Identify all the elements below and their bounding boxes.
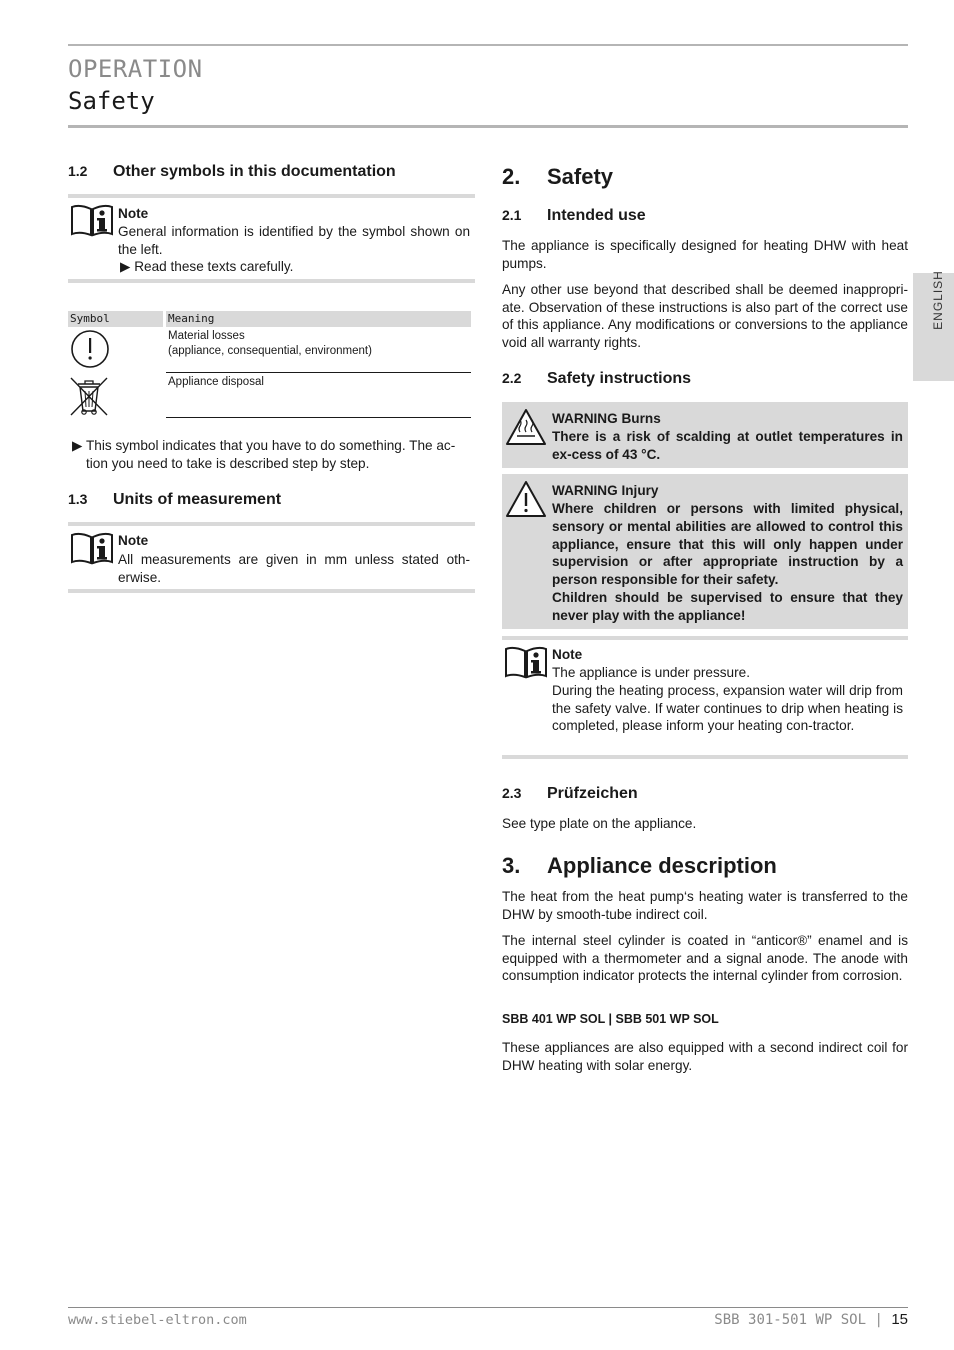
header-bottom-rule: [68, 125, 908, 128]
warning-text: Children should be supervised to ensure that they never play with the appliance!: [552, 590, 903, 623]
header-top-rule: [68, 44, 908, 46]
note-text: The appliance is under pressure.: [552, 665, 750, 680]
note-text: All measurements are given in mm unless stated oth-erwise.: [118, 552, 470, 585]
crossed-out-bin-icon: [68, 375, 110, 422]
heading-number: 1.2: [68, 163, 88, 179]
note-text: General information is identified by the symbol shown on the left.: [118, 224, 470, 257]
footer-model-page: [714, 1311, 908, 1328]
heading-2-2: [502, 370, 691, 388]
heading-text: Other symbols in this documentation: [113, 163, 396, 180]
note-bottom-bar: [502, 755, 908, 759]
exclamation-circle-icon: [70, 328, 110, 373]
table-row: [168, 375, 468, 390]
action-line: tion you need to take is described step by step.: [86, 455, 370, 471]
language-tab: [913, 270, 954, 381]
heading-text: Prüfzeichen: [547, 785, 638, 802]
table-row: [168, 329, 468, 358]
warning-title: WARNING Burns: [552, 411, 661, 426]
page-number: 15: [891, 1311, 908, 1328]
table-header-meaning: Meaning: [166, 311, 471, 327]
heading-3: [502, 853, 777, 879]
table-cell-meaning: Material losses: [168, 330, 245, 342]
paragraph: The heat from the heat pump‘s heating water is transferred to the DHW by smooth-tube indirect coil.: [502, 889, 908, 922]
paragraph: The internal steel cylinder is coated in “anticor®” enamel and is equipped with a thermometer and a signal anode. The anode with consumption indicator protects the internal cylinder from corrosion.: [502, 933, 908, 984]
table-header-symbol: Symbol: [68, 311, 163, 327]
info-note-icon: [504, 646, 548, 685]
warning-text: There is a risk of scalding at outlet temperatures in ex-cess of 43 °C.: [552, 429, 903, 462]
heading-number: 2.3: [502, 785, 522, 801]
note-title: Note: [118, 206, 149, 221]
table-divider: [166, 372, 471, 373]
heading-2: [502, 164, 613, 190]
paragraph: The appliance is specifically designed for heating DHW with heat pumps.: [502, 238, 908, 271]
warning-triangle-icon: [505, 480, 547, 523]
section-title: OPERATION: [68, 55, 203, 83]
footer-model: SBB 301-501 WP SOL |: [714, 1312, 883, 1328]
action-description: [86, 437, 472, 472]
action-arrow-icon: ▶: [72, 438, 83, 453]
note-title: Note: [552, 647, 583, 662]
heading-number: 2.1: [502, 207, 522, 223]
warning-title: WARNING Injury: [552, 483, 659, 498]
heading-text: Appliance description: [547, 853, 777, 878]
action-line: This symbol indicates that you have to do something. The ac-: [86, 438, 456, 453]
heading-1-2: [68, 163, 396, 181]
hot-surface-warning-icon: [505, 408, 547, 451]
language-tab-label: ENGLISH: [931, 270, 945, 330]
note-top-bar: [502, 636, 908, 640]
table-cell-meaning-detail: (appliance, consequential, environment): [168, 344, 372, 357]
heading-1-3: [68, 491, 281, 509]
paragraph: Any other use beyond that described shall be deemed inappropri-ate. Observation of these instructions is also part of the correct use of this appliance. Any modifications or conversions to the appliance void all warranty rights.: [502, 282, 908, 350]
heading-text: Safety: [547, 164, 614, 189]
heading-number: 3.: [502, 853, 521, 878]
note-text: During the heating process, expansion water will drip from the safety valve. If water continues to drip when heating is completed, please inform your heating con-tractor.: [552, 683, 903, 734]
heading-2-1: [502, 207, 646, 225]
warning-text: Where children or persons with limited physical, sensory or mental abilities are allowed to control this appliance, ensure that this will only happen under supervision or after appropriate instruction by a person responsible for their safety.: [552, 501, 903, 588]
note-bottom-bar: [68, 279, 475, 283]
footer-rule: [68, 1307, 908, 1308]
note-bottom-bar: [68, 589, 475, 593]
paragraph: These appliances are also equipped with a second indirect coil for DHW heating with solar energy.: [502, 1040, 908, 1073]
heading-2-3: [502, 785, 638, 803]
table-divider: [166, 417, 471, 418]
note-top-bar: [68, 194, 475, 198]
heading-number: 2.2: [502, 370, 522, 386]
heading-number: 2.: [502, 164, 521, 189]
heading-text: Safety instructions: [547, 370, 692, 387]
note-action: ▶ Read these texts carefully.: [120, 259, 294, 274]
footer-url: www.stiebel-eltron.com: [68, 1312, 247, 1328]
heading-text: Intended use: [547, 207, 646, 224]
note-title: Note: [118, 533, 149, 548]
heading-number: 1.3: [68, 491, 88, 507]
model-label: SBB 401 WP SOL | SBB 501 WP SOL: [502, 1012, 719, 1026]
subsection-title: Safety: [68, 87, 155, 115]
table-cell-meaning: Appliance disposal: [168, 376, 264, 388]
info-note-icon: [70, 532, 114, 571]
note-top-bar: [68, 522, 475, 526]
info-note-icon: [70, 204, 114, 243]
paragraph: See type plate on the appliance.: [502, 816, 697, 831]
heading-text: Units of measurement: [113, 491, 282, 508]
